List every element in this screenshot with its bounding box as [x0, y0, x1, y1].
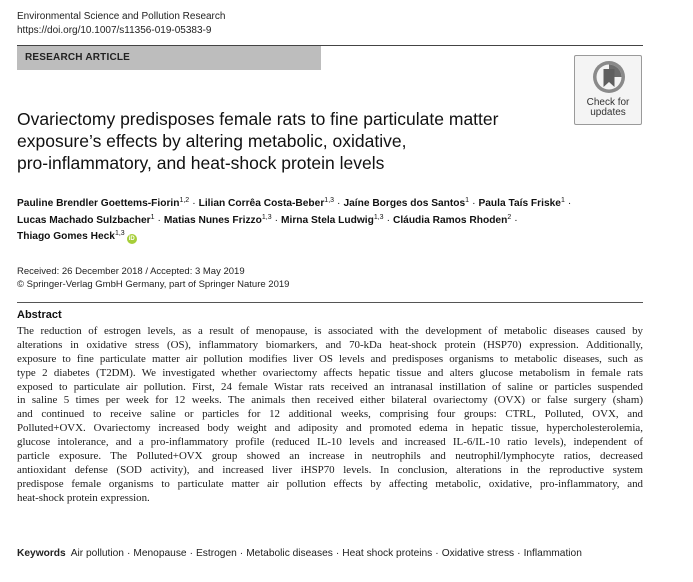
author-name[interactable]: Mirna Stela Ludwig [281, 214, 374, 226]
check-for-updates-text [575, 98, 641, 118]
author-name[interactable]: Pauline Brendler Goettems-Fiorin [17, 198, 180, 209]
author-affiliation: 1 [150, 213, 155, 221]
keyword-item[interactable]: Metabolic diseases [246, 548, 333, 559]
section-rule [17, 302, 643, 303]
abstract-line: in saline 5 times per week for 12 weeks. The animals then received either bilateral ovariectomy (OVX) or false surgery (sham) [17, 394, 643, 407]
title-line-2: exposure’s effects by altering metabolic, oxidative, [17, 131, 407, 151]
doi-link[interactable]: https://doi.org/10.1007/s11356-019-05383-9 [17, 25, 212, 36]
abstract-line: exposure to fine particulate matter air pollution modifies liver OS levels and predisposes organisms to metabolic diseases, such as [17, 352, 643, 365]
author-name[interactable]: Thiago Gomes Heck [17, 231, 115, 242]
copyright-notice: © Springer-Verlag GmbH Germany, part of Springer Nature 2019 [17, 278, 290, 290]
journal-name: Environmental Science and Pollution Research [17, 11, 226, 22]
title-line-3: pro-inflammatory, and heat-shock protein levels [17, 153, 385, 173]
article-type-band [17, 46, 321, 70]
keyword-separator: · [435, 548, 439, 559]
orcid-icon[interactable]: iD [128, 236, 135, 242]
author-separator: · [192, 198, 196, 209]
author-affiliation: 1 [465, 197, 470, 204]
author-affiliation: 2 [507, 213, 512, 221]
keywords-label: Keywords [17, 548, 66, 559]
abstract-line: heat-shock protein expression. [17, 491, 150, 504]
author-separator: · [386, 214, 390, 226]
article-title [17, 108, 562, 174]
keyword-item[interactable]: Inflammation [523, 548, 582, 559]
author-line-3 [17, 229, 657, 246]
author-separator: · [274, 214, 278, 226]
author-separator: · [337, 198, 341, 209]
abstract-line: particle exposure. The Polluted+OVX group showed an increase in neutrophils and neutrophil/lymphocyte ratios, decreased [17, 450, 643, 463]
keyword-separator: · [517, 548, 521, 559]
abstract-line: type 2 diabetes (T2DM). We investigated whether ovariectomy affects hepatic tissue and alters glucose metabolism in female rats [17, 366, 643, 379]
author-name[interactable]: Lilian Corrêa Costa-Beber [198, 198, 325, 209]
keyword-item[interactable]: Menopause [133, 548, 187, 559]
author-affiliation: 1,3 [373, 213, 384, 221]
keyword-separator: · [335, 548, 340, 559]
author-name[interactable]: Lucas Machado Sulzbacher [17, 214, 151, 226]
keyword-item[interactable]: Estrogen [196, 548, 237, 559]
keyword-separator: · [126, 548, 131, 559]
abstract-line: Polluted+OVX. Ovariectomy increased body weight and adiposity and promoted edema in hepatic tissue, hypercholesterolemia, [17, 422, 643, 435]
author-affiliation: 1,3 [324, 197, 335, 204]
keywords [17, 547, 657, 560]
author-affiliation: 1,3 [261, 213, 272, 221]
abstract-line: The reduction of estrogen levels, as a result of menopause, is associated with the development of metabolic diseases caused by [17, 325, 643, 337]
article-type-label: RESEARCH ARTICLE [25, 52, 131, 63]
author-name[interactable]: Cláudia Ramos Rhoden [392, 214, 508, 226]
author-line-1 [17, 196, 657, 213]
author-name[interactable]: Jaíne Borges dos Santos [343, 198, 466, 209]
abstract-line: and continued to receive saline or particles for 12 additional weeks, comprising four groups: CTRL, Polluted, OVX, and [17, 408, 643, 421]
keyword-item[interactable]: Heat shock proteins [342, 548, 433, 559]
keyword-item[interactable]: Oxidative stress [441, 548, 515, 559]
author-list [17, 196, 657, 246]
article-dates [17, 266, 289, 291]
abstract-body [17, 325, 643, 506]
abstract-line: predispose female organisms to particulate matter air pollution effects by affecting metabolic, oxidative, pro-inflammatory, and [17, 477, 643, 490]
crossmark-icon [592, 60, 626, 94]
author-separator: · [567, 198, 572, 209]
abstract-line: alterations in oxidative stress (OS), inflammatory biomarkers, and 70-kDa heat-shock protein (HSP70) expression. Additionally, [17, 338, 643, 351]
title-line-1: Ovariectomy predisposes female rats to fine particulate matter [17, 109, 499, 129]
keyword-separator: · [239, 548, 244, 559]
abstract-line: glucose intolerance, and a pro-inflammatory profile (reduced IL-10 levels and increased IL-6/IL-10 ratio levels), independent of [17, 436, 643, 449]
abstract-line: antioxidant defense (SOD activity), and increased liver iHSP70 levels. In conclusion, alterations in the reproductive system [17, 463, 643, 476]
author-affiliation: 1,2 [179, 197, 190, 204]
check-for-updates-line2: updates [590, 107, 626, 118]
check-for-updates-button[interactable] [574, 55, 642, 125]
author-name[interactable]: Paula Taís Friske [478, 198, 561, 209]
author-line-2 [17, 213, 657, 230]
abstract-heading: Abstract [17, 309, 62, 321]
author-separator: · [472, 198, 476, 209]
received-accepted-dates: Received: 26 December 2018 / Accepted: 3 May 2019 [17, 266, 245, 277]
author-separator: · [157, 214, 161, 226]
author-name[interactable]: Matias Nunes Frizzo [163, 214, 262, 226]
author-affiliation: 1 [560, 197, 565, 204]
keyword-separator: · [189, 548, 193, 559]
check-for-updates-line1: Check for [586, 97, 630, 108]
keyword-item[interactable]: Air pollution [70, 548, 124, 559]
abstract-line: exposed to particulate air pollution. First, 24 female Wistar rats received an intranasal instillation of saline or particles suspended [17, 380, 643, 393]
author-affiliation: 1,3 [114, 230, 125, 237]
author-separator: · [514, 214, 518, 226]
